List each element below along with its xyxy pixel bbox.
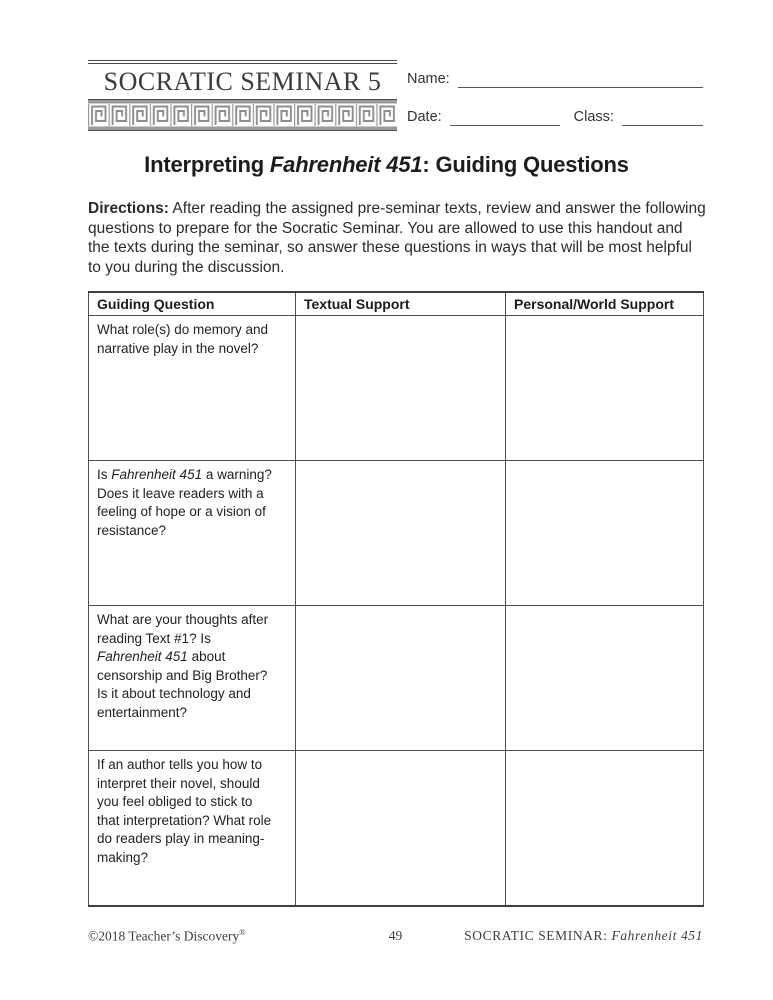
student-fields	[397, 60, 703, 131]
class-label: Class:	[573, 109, 614, 125]
name-label: Name:	[407, 71, 450, 87]
textual-support-cell-4	[296, 751, 506, 906]
textual-support-cell-1	[296, 316, 506, 461]
logo-title: SOCRATIC SEMINAR 5	[88, 64, 397, 100]
question-cell-3: What are your thoughts after reading Text #1? Is Fahrenheit 451 about censorship and Big Brother? Is it about technology and entertainment?	[89, 606, 296, 751]
personal-world-support-cell-1	[506, 316, 704, 461]
socratic-seminar-logo	[88, 60, 397, 131]
personal-world-support-cell-4	[506, 751, 704, 906]
column-header-personal-world-support: Personal/World Support	[506, 292, 704, 316]
question-cell-2: Is Fahrenheit 451 a warning? Does it leave readers with a feeling of hope or a vision of resistance?	[89, 461, 296, 606]
greek-key-border-icon	[88, 100, 397, 130]
table-header-row	[89, 292, 704, 316]
page-footer	[88, 928, 703, 945]
column-header-guiding-question: Guiding Question	[89, 292, 296, 316]
name-field-row	[407, 71, 703, 88]
column-header-textual-support: Textual Support	[296, 292, 506, 316]
table-row	[89, 461, 704, 606]
table-row	[89, 606, 704, 751]
series-title: SOCRATIC SEMINAR: Fahrenheit 451	[464, 928, 703, 943]
textual-support-cell-3	[296, 606, 506, 751]
page-header	[88, 60, 703, 131]
name-blank-line	[458, 73, 703, 88]
copyright-text: ©2018 Teacher’s Discovery®	[88, 928, 246, 944]
personal-world-support-cell-3	[506, 606, 704, 751]
page-title: Interpreting Fahrenheit 451: Guiding Questions	[144, 152, 629, 177]
question-cell-1: What role(s) do memory and narrative play in the novel?	[89, 316, 296, 461]
date-class-field-row	[407, 109, 703, 126]
guiding-questions-table	[88, 291, 704, 907]
page-number: 49	[388, 928, 403, 943]
table-row	[89, 316, 704, 461]
date-blank-line	[450, 111, 560, 126]
textual-support-cell-2	[296, 461, 506, 606]
logo-bottom-rule	[88, 130, 397, 131]
date-label: Date:	[407, 109, 442, 125]
directions-paragraph: Directions: After reading the assigned pre-seminar texts, review and answer the following questions to prepare for the Socratic Seminar. You are allowed to use this handout and the texts during the seminar, so answer these questions in ways that will be most helpful to you during the discussion.	[88, 200, 706, 276]
class-blank-line	[622, 111, 703, 126]
personal-world-support-cell-2	[506, 461, 704, 606]
question-cell-4: If an author tells you how to interpret their novel, should you feel obliged to stick to that interpretation? What role do readers play in meaning-making?	[89, 751, 296, 906]
table-row	[89, 751, 704, 906]
